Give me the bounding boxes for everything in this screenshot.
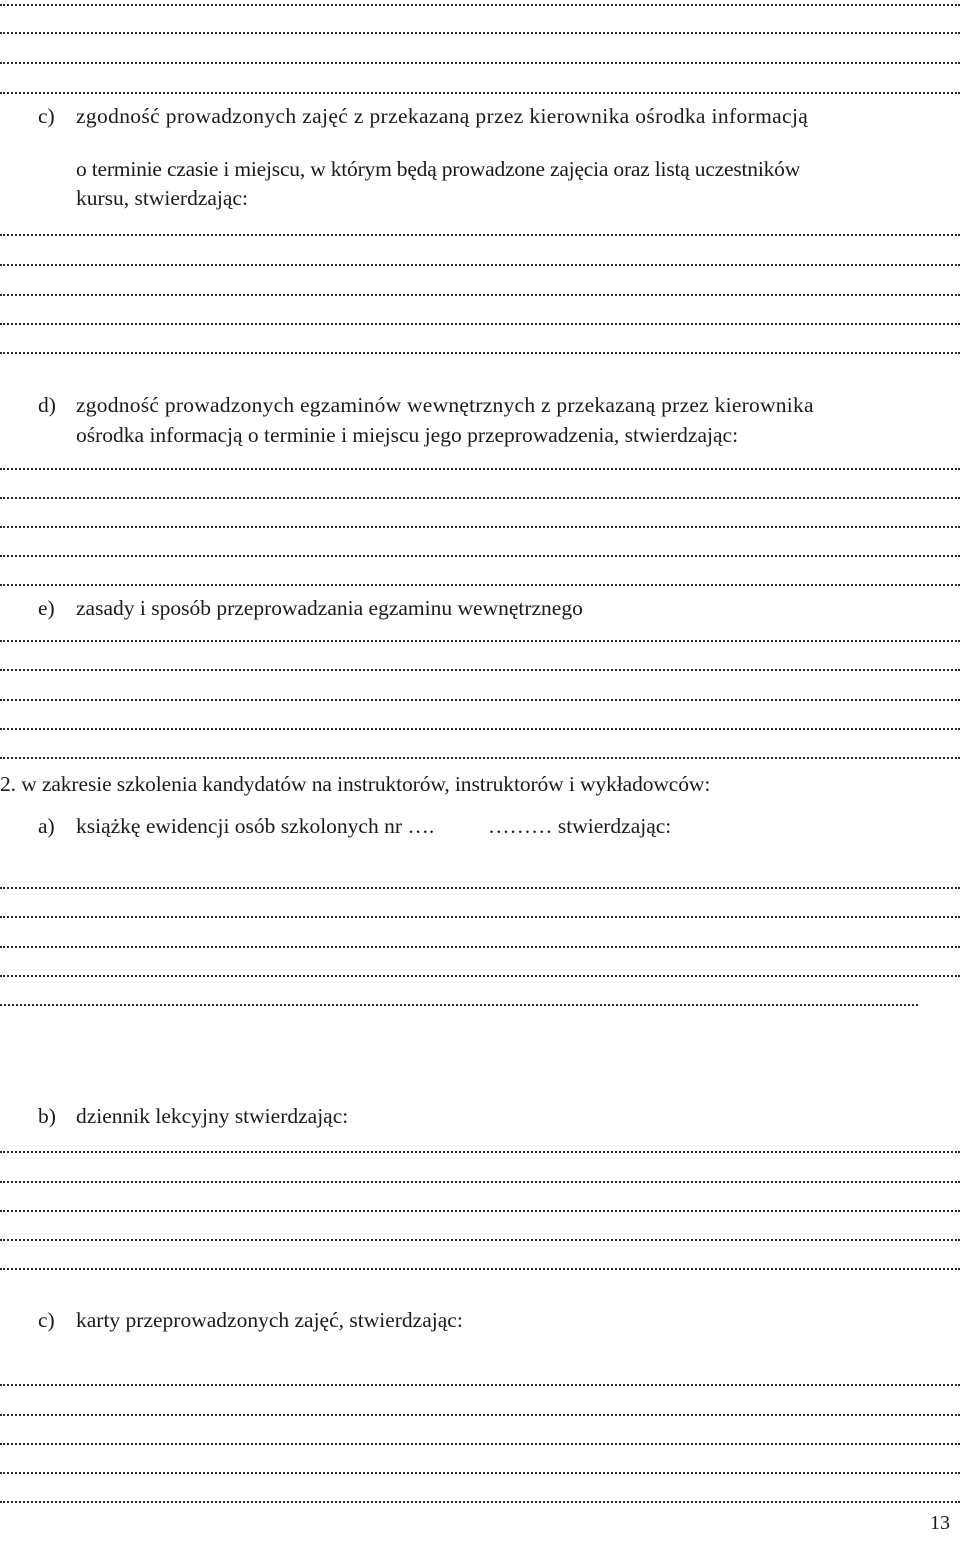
dotted-line xyxy=(0,1268,960,1271)
dotted-line xyxy=(0,916,960,919)
item-label: a) xyxy=(38,814,55,838)
dotted-line xyxy=(0,32,960,35)
dotted-line xyxy=(0,92,960,95)
dotted-line xyxy=(0,1151,960,1154)
dotted-line xyxy=(0,699,960,702)
dotted-line xyxy=(0,294,960,297)
dotted-line xyxy=(0,1472,960,1475)
dotted-line xyxy=(0,946,960,949)
item-label: d) xyxy=(38,393,56,417)
dotted-line xyxy=(0,555,960,558)
item-label: b) xyxy=(38,1104,56,1128)
dotted-line xyxy=(0,1004,918,1007)
item-label: c) xyxy=(38,104,55,128)
dotted-line xyxy=(0,234,960,237)
dotted-line xyxy=(0,1501,960,1504)
dotted-line xyxy=(0,640,960,643)
dotted-line xyxy=(0,1210,960,1213)
section-heading-text: 2. w zakresie szkolenia kandydatów na instruktorów, instruktorów i wykładowców: xyxy=(0,772,711,796)
dotted-line xyxy=(0,468,960,471)
dotted-line xyxy=(0,4,960,7)
dotted-line xyxy=(0,757,960,760)
dotted-line xyxy=(0,526,960,529)
dotted-line xyxy=(0,62,960,65)
dotted-line xyxy=(0,669,960,672)
page-number: 13 xyxy=(930,1512,950,1534)
dotted-line xyxy=(0,1443,960,1446)
dotted-line xyxy=(0,728,960,731)
dotted-line xyxy=(0,1384,960,1387)
item-label: e) xyxy=(38,596,55,620)
dotted-line xyxy=(0,584,960,587)
dotted-line xyxy=(0,887,960,890)
dotted-line xyxy=(0,1181,960,1184)
item-label: c) xyxy=(38,1308,55,1332)
dotted-line xyxy=(0,1239,960,1242)
dotted-line xyxy=(0,1414,960,1417)
dotted-line xyxy=(0,323,960,326)
dotted-line xyxy=(0,352,960,355)
dotted-line xyxy=(0,975,960,978)
dotted-line xyxy=(0,264,960,267)
dotted-line xyxy=(0,497,960,500)
